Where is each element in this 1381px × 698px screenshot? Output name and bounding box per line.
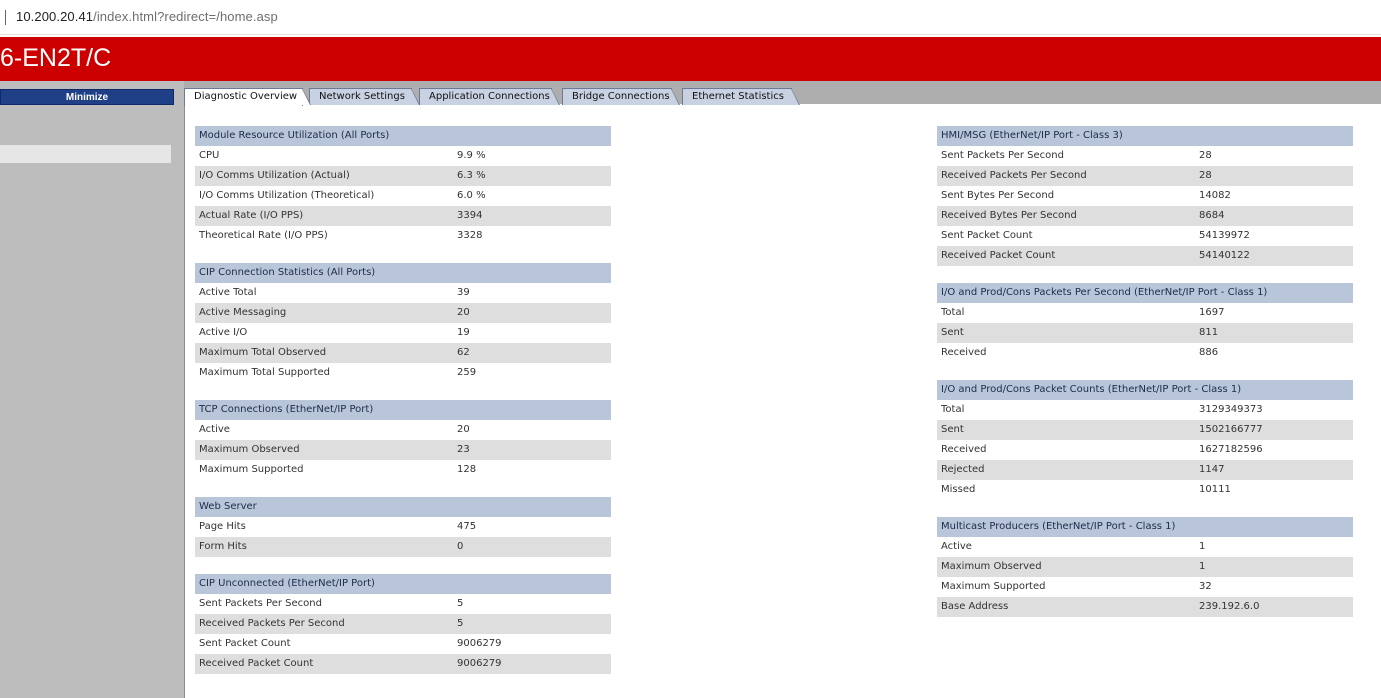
row-label: Page Hits bbox=[199, 521, 246, 532]
table-row bbox=[937, 577, 1353, 597]
section-header: I/O and Prod/Cons Packet Counts (EtherNet/IP Port - Class 1) bbox=[937, 380, 1353, 400]
header-banner bbox=[0, 37, 1381, 81]
row-label: Received Bytes Per Second bbox=[941, 210, 1077, 221]
sidebar bbox=[0, 81, 184, 698]
table-row bbox=[937, 480, 1353, 500]
row-label: Sent bbox=[941, 424, 964, 435]
row-value: 3328 bbox=[457, 230, 483, 241]
minimize-button[interactable]: Minimize bbox=[0, 89, 174, 105]
left-section-1 bbox=[195, 263, 611, 383]
table-row bbox=[195, 206, 611, 226]
url-path: /index.html?redirect=/home.asp bbox=[93, 9, 278, 24]
row-label: Maximum Supported bbox=[199, 464, 304, 475]
row-value: 20 bbox=[457, 424, 470, 435]
row-label: Maximum Total Supported bbox=[199, 367, 331, 378]
section-header: CIP Unconnected (EtherNet/IP Port) bbox=[195, 574, 611, 594]
table-row bbox=[937, 597, 1353, 617]
tab-diagnostic-overview[interactable]: Diagnostic Overview bbox=[184, 88, 303, 106]
url-text[interactable] bbox=[16, 9, 278, 24]
table-row bbox=[195, 654, 611, 674]
device-title: 6-EN2T/C bbox=[0, 44, 112, 72]
row-value: 1 bbox=[1199, 541, 1206, 552]
table-row bbox=[195, 420, 611, 440]
left-section-0 bbox=[195, 126, 611, 246]
row-label: Rejected bbox=[941, 464, 985, 475]
row-value: 128 bbox=[457, 464, 477, 475]
table-row bbox=[195, 440, 611, 460]
row-label: Form Hits bbox=[199, 541, 247, 552]
table-row bbox=[937, 206, 1353, 226]
row-label: Received Packets Per Second bbox=[199, 618, 345, 629]
row-value: 19 bbox=[457, 327, 470, 338]
row-value: 5 bbox=[457, 598, 464, 609]
row-value: 6.0 % bbox=[457, 190, 486, 201]
url-host: 10.200.20.41 bbox=[16, 9, 94, 24]
row-value: 9006279 bbox=[457, 658, 502, 669]
row-value: 475 bbox=[457, 521, 477, 532]
row-label: I/O Comms Utilization (Theoretical) bbox=[199, 190, 375, 201]
row-value: 0 bbox=[457, 541, 464, 552]
section-header: HMI/MSG (EtherNet/IP Port - Class 3) bbox=[937, 126, 1353, 146]
row-label: CPU bbox=[199, 150, 220, 161]
row-label: Received bbox=[941, 347, 987, 358]
row-value: 8684 bbox=[1199, 210, 1225, 221]
table-row bbox=[937, 323, 1353, 343]
right-section-3 bbox=[937, 517, 1353, 617]
row-label: I/O Comms Utilization (Actual) bbox=[199, 170, 350, 181]
table-row bbox=[937, 303, 1353, 323]
row-value: 20 bbox=[457, 307, 470, 318]
row-label: Missed bbox=[941, 484, 976, 495]
row-value: 23 bbox=[457, 444, 470, 455]
table-row bbox=[937, 166, 1353, 186]
text-cursor bbox=[5, 10, 6, 25]
row-value: 239.192.6.0 bbox=[1199, 601, 1260, 612]
row-value: 9.9 % bbox=[457, 150, 486, 161]
row-label: Received Packet Count bbox=[941, 250, 1056, 261]
table-row bbox=[195, 186, 611, 206]
row-label: Sent Packets Per Second bbox=[941, 150, 1064, 161]
row-value: 9006279 bbox=[457, 638, 502, 649]
section-header: I/O and Prod/Cons Packets Per Second (EtherNet/IP Port - Class 1) bbox=[937, 283, 1353, 303]
row-value: 62 bbox=[457, 347, 470, 358]
table-row bbox=[195, 614, 611, 634]
table-row bbox=[195, 634, 611, 654]
row-value: 28 bbox=[1199, 150, 1212, 161]
table-row bbox=[937, 246, 1353, 266]
row-label: Total bbox=[941, 307, 965, 318]
table-row bbox=[937, 400, 1353, 420]
row-value: 32 bbox=[1199, 581, 1212, 592]
row-value: 6.3 % bbox=[457, 170, 486, 181]
row-label: Sent bbox=[941, 327, 964, 338]
row-label: Maximum Supported bbox=[941, 581, 1046, 592]
left-section-4 bbox=[195, 574, 611, 674]
row-value: 1502166777 bbox=[1199, 424, 1263, 435]
table-row bbox=[937, 557, 1353, 577]
row-value: 3394 bbox=[457, 210, 483, 221]
table-row bbox=[937, 186, 1353, 206]
row-label: Active Messaging bbox=[199, 307, 287, 318]
row-value: 811 bbox=[1199, 327, 1219, 338]
row-label: Sent Packet Count bbox=[941, 230, 1033, 241]
table-row bbox=[195, 594, 611, 614]
row-label: Base Address bbox=[941, 601, 1009, 612]
left-section-3 bbox=[195, 497, 611, 557]
table-row bbox=[937, 440, 1353, 460]
table-row bbox=[195, 283, 611, 303]
row-label: Actual Rate (I/O PPS) bbox=[199, 210, 304, 221]
row-label: Received Packets Per Second bbox=[941, 170, 1087, 181]
row-value: 54140122 bbox=[1199, 250, 1250, 261]
table-row bbox=[195, 166, 611, 186]
table-row bbox=[195, 146, 611, 166]
table-row bbox=[195, 226, 611, 246]
section-header: Web Server bbox=[195, 497, 611, 517]
row-label: Active bbox=[199, 424, 230, 435]
section-header: Module Resource Utilization (All Ports) bbox=[195, 126, 611, 146]
tab-ethernet-statistics[interactable]: Ethernet Statistics bbox=[682, 88, 792, 105]
row-label: Maximum Total Observed bbox=[199, 347, 327, 358]
right-section-0 bbox=[937, 126, 1353, 266]
sidebar-nav-item[interactable] bbox=[0, 145, 171, 163]
row-value: 1697 bbox=[1199, 307, 1225, 318]
row-label: Sent Bytes Per Second bbox=[941, 190, 1055, 201]
table-row bbox=[195, 363, 611, 383]
table-row bbox=[195, 460, 611, 480]
row-label: Total bbox=[941, 404, 965, 415]
row-value: 1147 bbox=[1199, 464, 1225, 475]
row-label: Received Packet Count bbox=[199, 658, 314, 669]
right-section-2 bbox=[937, 380, 1353, 500]
row-value: 1627182596 bbox=[1199, 444, 1263, 455]
section-header: CIP Connection Statistics (All Ports) bbox=[195, 263, 611, 283]
row-value: 54139972 bbox=[1199, 230, 1250, 241]
row-label: Active bbox=[941, 541, 972, 552]
row-value: 39 bbox=[457, 287, 470, 298]
tab-bridge-connections[interactable]: Bridge Connections bbox=[562, 88, 672, 105]
tab-application-connections[interactable]: Application Connections bbox=[419, 88, 552, 105]
section-header: TCP Connections (EtherNet/IP Port) bbox=[195, 400, 611, 420]
row-label: Received bbox=[941, 444, 987, 455]
row-value: 28 bbox=[1199, 170, 1212, 181]
table-row bbox=[937, 343, 1353, 363]
section-header: Multicast Producers (EtherNet/IP Port - Class 1) bbox=[937, 517, 1353, 537]
left-section-2 bbox=[195, 400, 611, 480]
row-value: 259 bbox=[457, 367, 477, 378]
row-label: Active I/O bbox=[199, 327, 248, 338]
table-row bbox=[937, 420, 1353, 440]
tab-network-settings[interactable]: Network Settings bbox=[309, 88, 412, 105]
row-label: Maximum Observed bbox=[199, 444, 300, 455]
table-row bbox=[195, 537, 611, 557]
row-value: 886 bbox=[1199, 347, 1219, 358]
table-row bbox=[195, 343, 611, 363]
row-label: Theoretical Rate (I/O PPS) bbox=[199, 230, 328, 241]
row-value: 14082 bbox=[1199, 190, 1231, 201]
table-row bbox=[937, 460, 1353, 480]
row-label: Maximum Observed bbox=[941, 561, 1042, 572]
table-row bbox=[937, 146, 1353, 166]
table-row bbox=[195, 517, 611, 537]
row-value: 1 bbox=[1199, 561, 1206, 572]
row-label: Sent Packets Per Second bbox=[199, 598, 322, 609]
row-label: Active Total bbox=[199, 287, 257, 298]
right-section-1 bbox=[937, 283, 1353, 363]
row-value: 5 bbox=[457, 618, 464, 629]
row-value: 3129349373 bbox=[1199, 404, 1263, 415]
table-row bbox=[937, 226, 1353, 246]
row-label: Sent Packet Count bbox=[199, 638, 291, 649]
table-row bbox=[195, 323, 611, 343]
table-row bbox=[937, 537, 1353, 557]
table-row bbox=[195, 303, 611, 323]
row-value: 10111 bbox=[1199, 484, 1231, 495]
address-bar[interactable] bbox=[0, 0, 1381, 35]
